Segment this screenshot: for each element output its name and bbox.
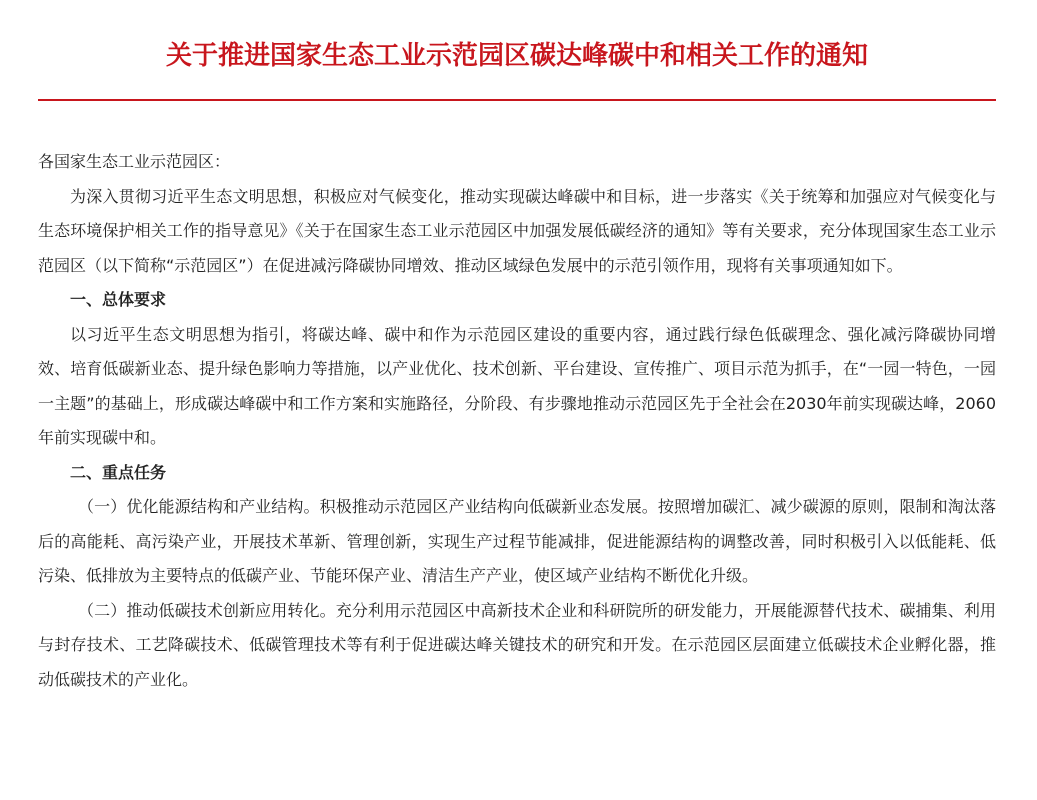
intro-paragraph: 为深入贯彻习近平生态文明思想，积极应对气候变化，推动实现碳达峰碳中和目标，进一步落实《关于统筹和加强应对气候变化与生态环境保护相关工作的指导意见》《关于在国家生态工业示范园区中加强发展低碳经济的通知》等有关要求，充分体现国家生态工业示范园区（以下简称“示范园区”）在促进减污降碳协同增效、推动区域绿色发展中的示范引领作用，现将有关事项通知如下。: [38, 186, 996, 275]
section-heading-key-tasks: 二、重点任务: [70, 462, 167, 482]
title-divider: [38, 99, 996, 101]
document-body: [38, 145, 996, 697]
document-title: 关于推进国家生态工业示范园区碳达峰碳中和相关工作的通知: [165, 41, 868, 71]
salutation: 各国家生态工业示范园区：: [38, 152, 231, 171]
section-heading-general-requirements: 一、总体要求: [70, 290, 167, 309]
key-task-paragraph-2: （二）推动低碳技术创新应用转化。充分利用示范园区中高新技术企业和科研院所的研发能力，开展能源替代技术、碳捕集、利用与封存技术、工艺降碳技术、低碳管理技术等有利于促进碳达峰关键技术的研究和开发。在示范园区层面建立低碳技术企业孵化器，推动低碳技术的产业化。: [38, 600, 996, 689]
key-task-paragraph-1: （一）优化能源结构和产业结构。积极推动示范园区产业结构向低碳新业态发展。按照增加碳汇、减少碳源的原则，限制和淘汰落后的高能耗、高污染产业，开展技术革新、管理创新，实现生产过程节能减排，促进能源结构的调整改善，同时积极引入以低能耗、低污染、低排放为主要特点的低碳产业、节能环保产业、清洁生产产业，使区域产业结构不断优化升级。: [38, 497, 996, 585]
general-requirements-paragraph: 以习近平生态文明思想为指引，将碳达峰、碳中和作为示范园区建设的重要内容，通过践行绿色低碳理念、强化减污降碳协同增效、培育低碳新业态、提升绿色影响力等措施，以产业优化、技术创新、平台建设、宣传推广、项目示范为抓手，在“一园一特色，一园一主题”的基础上，形成碳达峰碳中和工作方案和实施路径，分阶段、有步骤地推动示范园区先于全社会在2030年前实现碳达峰，2060年前实现碳中和。: [38, 324, 996, 447]
